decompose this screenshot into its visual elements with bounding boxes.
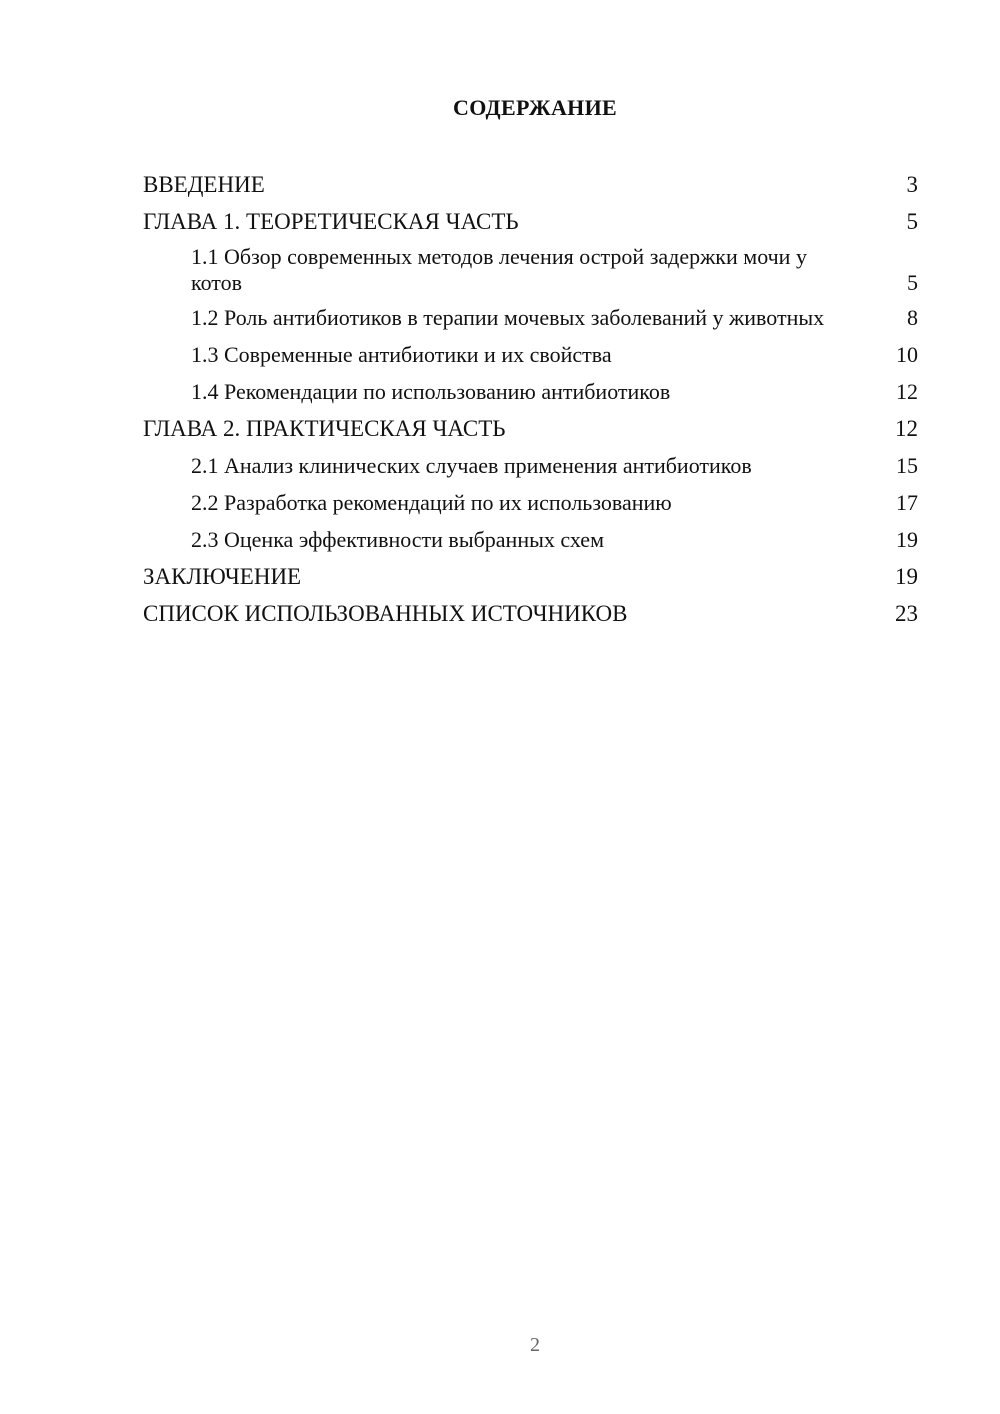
toc-entry-page: 23	[895, 600, 918, 626]
toc-entry-label: 1.4 Рекомендации по использованию антибиотиков	[191, 378, 671, 404]
toc-entry-introduction[interactable]	[143, 166, 918, 203]
toc-entry-references[interactable]	[143, 595, 918, 632]
toc-entry-section-2-3[interactable]	[143, 521, 918, 558]
toc-entry-label: ГЛАВА 2. ПРАКТИЧЕСКАЯ ЧАСТЬ	[143, 415, 506, 441]
toc-entry-conclusion[interactable]	[143, 558, 918, 595]
toc-entry-label: 1.3 Современные антибиотики и их свойства	[191, 341, 612, 367]
toc-entry-page: 19	[895, 563, 918, 589]
toc-entry-page: 19	[896, 526, 918, 552]
toc-entry-page: 5	[906, 208, 918, 234]
toc-entry-label: СПИСОК ИСПОЛЬЗОВАННЫХ ИСТОЧНИКОВ	[143, 600, 628, 626]
toc-entry-page: 12	[896, 378, 918, 404]
toc-entry-section-1-3[interactable]	[143, 336, 918, 373]
toc-title: СОДЕРЖАНИЕ	[453, 95, 617, 120]
page-number: 2	[530, 1334, 540, 1356]
toc-entry-label: 2.2 Разработка рекомендаций по их использованию	[191, 489, 672, 515]
toc-entry-label: ЗАКЛЮЧЕНИЕ	[143, 563, 302, 589]
toc-entry-chapter-2[interactable]	[143, 410, 918, 447]
toc-entry-page: 3	[906, 171, 918, 197]
toc-entry-page: 12	[895, 415, 918, 441]
toc-entry-label: 2.1 Анализ клинических случаев применения антибиотиков	[191, 452, 752, 478]
toc-entry-page: 17	[896, 489, 918, 515]
toc-entry-chapter-1[interactable]	[143, 203, 918, 240]
toc-entry-section-1-1[interactable]	[143, 240, 918, 301]
toc-entry-section-2-2[interactable]	[143, 484, 918, 521]
toc-entry-label: 2.3 Оценка эффективности выбранных схем	[191, 526, 604, 552]
toc-entry-page: 15	[896, 452, 918, 478]
toc-entry-page: 5	[907, 270, 918, 295]
toc-entry-section-1-4[interactable]	[143, 373, 918, 410]
toc-entry-section-1-2[interactable]	[143, 301, 918, 336]
table-of-contents	[143, 166, 918, 632]
toc-entry-page: 10	[896, 341, 918, 367]
toc-entry-page: 8	[907, 305, 918, 330]
toc-entry-section-2-1[interactable]	[143, 447, 918, 484]
toc-entry-label: 1.1 Обзор современных методов лечения острой задержки мочи у котов	[191, 244, 807, 295]
toc-entry-label: ВВЕДЕНИЕ	[143, 171, 265, 197]
toc-entry-label: ГЛАВА 1. ТЕОРЕТИЧЕСКАЯ ЧАСТЬ	[143, 208, 519, 234]
toc-entry-label: 1.2 Роль антибиотиков в терапии мочевых заболеваний у животных	[191, 305, 825, 330]
